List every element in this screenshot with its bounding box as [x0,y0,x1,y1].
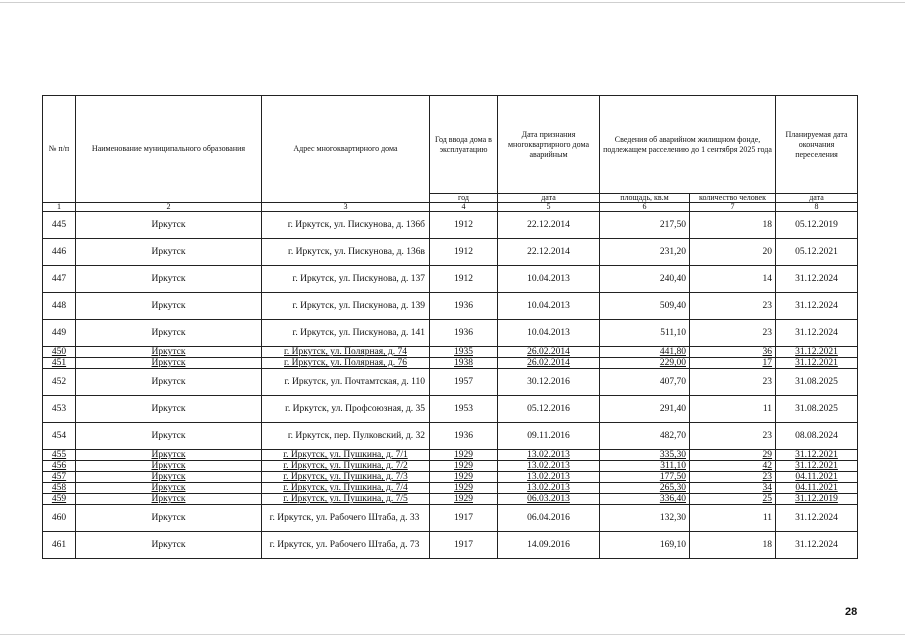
municipality: Иркутск [76,212,262,239]
address: г. Иркутск, ул. Пушкина, д. 7/2 [262,461,430,472]
planned-date: 31.08.2025 [776,369,858,396]
column-number: 4 [430,203,498,212]
area: 177,50 [600,472,690,483]
people-count: 23 [690,472,776,483]
column-number: 3 [262,203,430,212]
municipality: Иркутск [76,423,262,450]
people-count: 25 [690,494,776,505]
people-count: 29 [690,450,776,461]
address: г. Иркутск, ул. Пискунова, д. 139 [262,293,430,320]
row-number: 461 [43,532,76,559]
row-number: 458 [43,483,76,494]
column-number: 1 [43,203,76,212]
subheader-area: площадь, кв.м [600,194,690,203]
table-row [43,423,858,450]
planned-date: 31.12.2024 [776,505,858,532]
emergency-date: 26.02.2014 [498,347,600,358]
subheader-people: количество человек [690,194,776,203]
people-count: 42 [690,461,776,472]
municipality: Иркутск [76,347,262,358]
table-row [43,369,858,396]
row-number: 455 [43,450,76,461]
year-built: 1957 [430,369,498,396]
municipality: Иркутск [76,494,262,505]
table-row [43,472,858,483]
people-count: 23 [690,369,776,396]
planned-date: 31.12.2024 [776,266,858,293]
year-built: 1912 [430,212,498,239]
municipality: Иркутск [76,461,262,472]
municipality: Иркутск [76,369,262,396]
emergency-date: 22.12.2014 [498,239,600,266]
emergency-date: 13.02.2013 [498,483,600,494]
emergency-date: 10.04.2013 [498,266,600,293]
column-number: 6 [600,203,690,212]
area: 407,70 [600,369,690,396]
header-num: № п/п [43,96,76,203]
emergency-date: 10.04.2013 [498,320,600,347]
emergency-date: 22.12.2014 [498,212,600,239]
people-count: 18 [690,212,776,239]
subheader-planned: дата [776,194,858,203]
address: г. Иркутск, пер. Пулковский, д. 32 [262,423,430,450]
year-built: 1912 [430,239,498,266]
area: 132,30 [600,505,690,532]
area: 482,70 [600,423,690,450]
area: 169,10 [600,532,690,559]
row-number: 448 [43,293,76,320]
people-count: 11 [690,505,776,532]
table-row [43,396,858,423]
people-count: 23 [690,293,776,320]
year-built: 1936 [430,320,498,347]
planned-date: 05.12.2021 [776,239,858,266]
emergency-date: 13.02.2013 [498,461,600,472]
area: 217,50 [600,212,690,239]
table-row [43,320,858,347]
municipality: Иркутск [76,239,262,266]
row-number: 446 [43,239,76,266]
header-municipality: Наименование муниципального образования [76,96,262,203]
planned-date: 31.12.2021 [776,347,858,358]
table-row [43,347,858,358]
address: г. Иркутск, ул. Пискунова, д. 136б [262,212,430,239]
planned-date: 31.12.2024 [776,532,858,559]
emergency-date: 13.02.2013 [498,450,600,461]
address: г. Иркутск, ул. Пушкина, д. 7/1 [262,450,430,461]
row-number: 450 [43,347,76,358]
row-number: 445 [43,212,76,239]
emergency-date: 05.12.2016 [498,396,600,423]
address: г. Иркутск, ул. Пушкина, д. 7/4 [262,483,430,494]
scan-edge-top [0,2,905,3]
subheader-date: дата [498,194,600,203]
column-number: 7 [690,203,776,212]
header-row [43,96,858,194]
emergency-date: 14.09.2016 [498,532,600,559]
area: 509,40 [600,293,690,320]
table-row [43,358,858,369]
address: г. Иркутск, ул. Профсоюзная, д. 35 [262,396,430,423]
planned-date: 31.12.2024 [776,293,858,320]
table-row [43,293,858,320]
page-number: 28 [845,606,858,618]
people-count: 20 [690,239,776,266]
table-row [43,266,858,293]
planned-date: 04.11.2021 [776,483,858,494]
municipality: Иркутск [76,396,262,423]
municipality: Иркутск [76,320,262,347]
planned-date: 31.08.2025 [776,396,858,423]
table-row [43,532,858,559]
scan-edge-bottom [0,634,905,635]
row-number: 453 [43,396,76,423]
emergency-date: 13.02.2013 [498,472,600,483]
table-row [43,239,858,266]
column-number: 5 [498,203,600,212]
row-number: 447 [43,266,76,293]
year-built: 1929 [430,461,498,472]
address: г. Иркутск, ул. Пискунова, д. 137 [262,266,430,293]
header-planned-date: Планируемая дата окончания переселения [776,96,858,194]
planned-date: 31.12.2019 [776,494,858,505]
municipality: Иркутск [76,505,262,532]
people-count: 23 [690,423,776,450]
year-built: 1936 [430,293,498,320]
header-date-emergency: Дата признания многоквартирного дома аварийным [498,96,600,194]
address: г. Иркутск, ул. Пискунова, д. 136в [262,239,430,266]
area: 336,40 [600,494,690,505]
address: г. Иркутск, ул. Пушкина, д. 7/5 [262,494,430,505]
planned-date: 31.12.2024 [776,320,858,347]
people-count: 17 [690,358,776,369]
municipality: Иркутск [76,293,262,320]
emergency-date: 30.12.2016 [498,369,600,396]
people-count: 11 [690,396,776,423]
year-built: 1917 [430,505,498,532]
people-count: 36 [690,347,776,358]
people-count: 23 [690,320,776,347]
resettlement-table [42,95,858,559]
header-year: Год ввода дома в эксплуатацию [430,96,498,194]
header-fund-info: Сведения об аварийном жилищном фонде, подлежащем расселению до 1 сентября 2025 года [600,96,776,194]
year-built: 1935 [430,347,498,358]
row-number: 456 [43,461,76,472]
row-number: 452 [43,369,76,396]
address: г. Иркутск, ул. Пискунова, д. 141 [262,320,430,347]
row-number: 460 [43,505,76,532]
area: 441,80 [600,347,690,358]
column-numbers-row [43,203,858,212]
planned-date: 31.12.2021 [776,358,858,369]
subheader-year: год [430,194,498,203]
address: г. Иркутск, ул. Полярная, д. 74 [262,347,430,358]
planned-date: 08.08.2024 [776,423,858,450]
people-count: 14 [690,266,776,293]
area: 265,30 [600,483,690,494]
table-row [43,450,858,461]
people-count: 18 [690,532,776,559]
address: г. Иркутск, ул. Полярная, д. 76 [262,358,430,369]
address: г. Иркутск, ул. Рабочего Штаба, д. 33 [262,505,430,532]
year-built: 1929 [430,472,498,483]
emergency-date: 26.02.2014 [498,358,600,369]
municipality: Иркутск [76,472,262,483]
table-row [43,505,858,532]
area: 335,30 [600,450,690,461]
planned-date: 31.12.2021 [776,450,858,461]
emergency-date: 06.03.2013 [498,494,600,505]
municipality: Иркутск [76,483,262,494]
emergency-date: 06.04.2016 [498,505,600,532]
address: г. Иркутск, ул. Пушкина, д. 7/3 [262,472,430,483]
emergency-date: 10.04.2013 [498,293,600,320]
people-count: 34 [690,483,776,494]
address: г. Иркутск, ул. Рабочего Штаба, д. 73 [262,532,430,559]
row-number: 451 [43,358,76,369]
emergency-date: 09.11.2016 [498,423,600,450]
area: 291,40 [600,396,690,423]
planned-date: 04.11.2021 [776,472,858,483]
table-row [43,461,858,472]
year-built: 1936 [430,423,498,450]
area: 511,10 [600,320,690,347]
row-number: 449 [43,320,76,347]
area: 311,10 [600,461,690,472]
area: 231,20 [600,239,690,266]
area: 229,00 [600,358,690,369]
year-built: 1953 [430,396,498,423]
municipality: Иркутск [76,358,262,369]
year-built: 1929 [430,450,498,461]
planned-date: 05.12.2019 [776,212,858,239]
header-address: Адрес многоквартирного дома [262,96,430,203]
row-number: 454 [43,423,76,450]
table-row [43,483,858,494]
column-number: 8 [776,203,858,212]
year-built: 1912 [430,266,498,293]
address: г. Иркутск, ул. Почтамтская, д. 110 [262,369,430,396]
year-built: 1938 [430,358,498,369]
year-built: 1917 [430,532,498,559]
planned-date: 31.12.2021 [776,461,858,472]
year-built: 1929 [430,483,498,494]
municipality: Иркутск [76,532,262,559]
municipality: Иркутск [76,266,262,293]
year-built: 1929 [430,494,498,505]
area: 240,40 [600,266,690,293]
municipality: Иркутск [76,450,262,461]
table-row [43,212,858,239]
row-number: 459 [43,494,76,505]
table-row [43,494,858,505]
column-number: 2 [76,203,262,212]
row-number: 457 [43,472,76,483]
